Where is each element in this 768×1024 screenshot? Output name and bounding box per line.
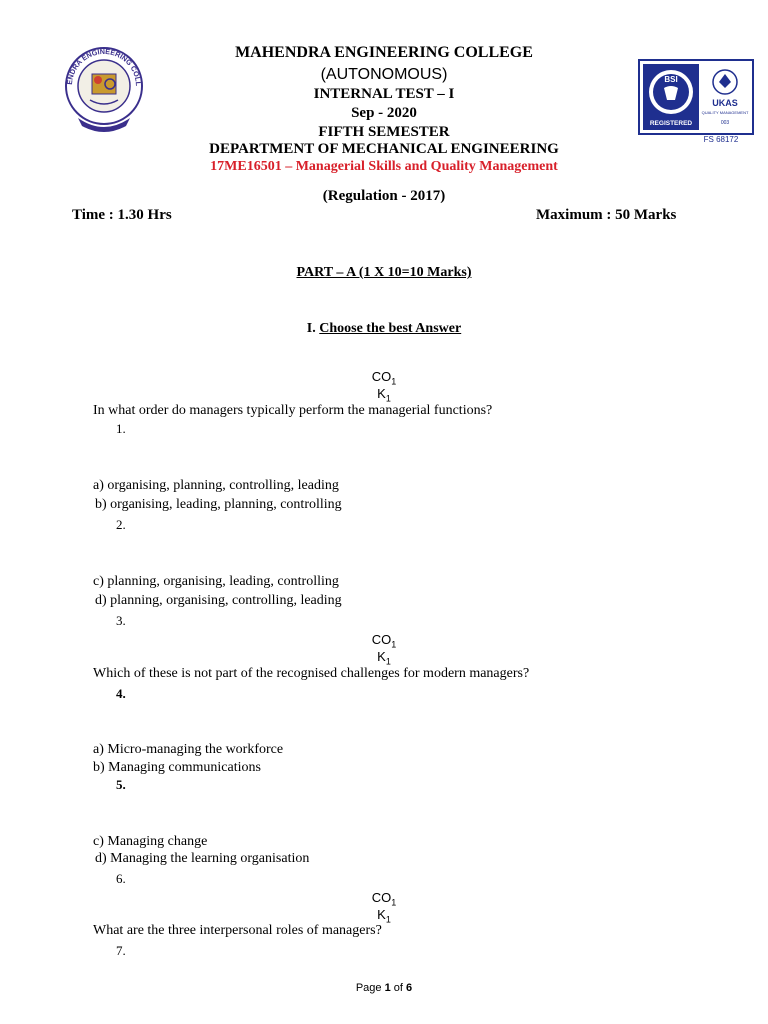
option-c: c) Managing change (93, 834, 208, 849)
svg-text:003: 003 (720, 120, 730, 126)
test-title: INTERNAL TEST – I (313, 86, 455, 102)
option-c: c) planning, organising, leading, controlling (93, 574, 339, 589)
co-label: $CO_1$ (371, 369, 397, 387)
part-a-title: PART – A (1 X 10=10 Marks) (296, 265, 472, 280)
k-label: $K_1$ (377, 386, 391, 404)
svg-text:MAHENDRA ENGINEERING COLLEGE: ENDRA ENGINEERING COLL (64, 46, 144, 87)
co-label: $CO_1$ (371, 632, 397, 650)
option-d: d) Managing the learning organisation (95, 851, 310, 866)
semester-label: FIFTH SEMESTER (318, 124, 450, 140)
question-number: 3. (116, 613, 126, 628)
department-label: DEPARTMENT OF MECHANICAL ENGINEERING (209, 141, 559, 157)
svg-text:QUALITY MANAGEMENT: QUALITY MANAGEMENT (701, 110, 749, 115)
question-text: In what order do managers typically perform the managerial functions? (93, 403, 493, 418)
maximum-marks: Maximum : 50 Marks (536, 207, 677, 223)
option-a: a) organising, planning, controlling, leading (93, 478, 339, 493)
question-text: Which of these is not part of the recognised challenges for modern managers? (93, 666, 530, 681)
question-number: 6. (116, 871, 126, 886)
option-d: d) planning, organising, controlling, leading (95, 593, 342, 608)
svg-text:REGISTERED: REGISTERED (649, 120, 693, 127)
question-number: 5. (116, 777, 126, 792)
question-number: 2. (116, 517, 126, 532)
question-number: 7. (116, 943, 126, 958)
svg-text:FS 68172: FS 68172 (703, 135, 739, 142)
section-heading (0, 321, 768, 337)
section-title: Choose the best Answer (319, 321, 462, 336)
svg-text:BSI: BSI (664, 75, 678, 84)
section-number: I. (306, 321, 316, 336)
college-name: MAHENDRA ENGINEERING COLLEGE (235, 44, 533, 61)
k-label: $K_1$ (377, 907, 391, 925)
page-number: Page 1 of 6 (355, 982, 413, 994)
co-label: $CO_1$ (371, 890, 397, 908)
question-number: 4. (116, 686, 126, 701)
svg-text:UKAS: UKAS (712, 98, 738, 108)
option-b: b) Managing communications (93, 760, 261, 775)
option-b: b) organising, leading, planning, controlling (95, 497, 342, 512)
exam-time: Time : 1.30 Hrs (72, 207, 172, 223)
question-number: 1. (116, 421, 126, 436)
k-label: $K_1$ (377, 649, 391, 667)
autonomous-label: (AUTONOMOUS) (320, 66, 448, 83)
option-a: a) Micro-managing the workforce (93, 742, 284, 757)
exam-date: Sep - 2020 (351, 105, 417, 121)
regulation-label: (Regulation - 2017) (322, 188, 446, 204)
question-text: What are the three interpersonal roles of managers? (93, 923, 382, 938)
course-title: 17ME16501 – Managerial Skills and Quality Management (210, 159, 558, 174)
